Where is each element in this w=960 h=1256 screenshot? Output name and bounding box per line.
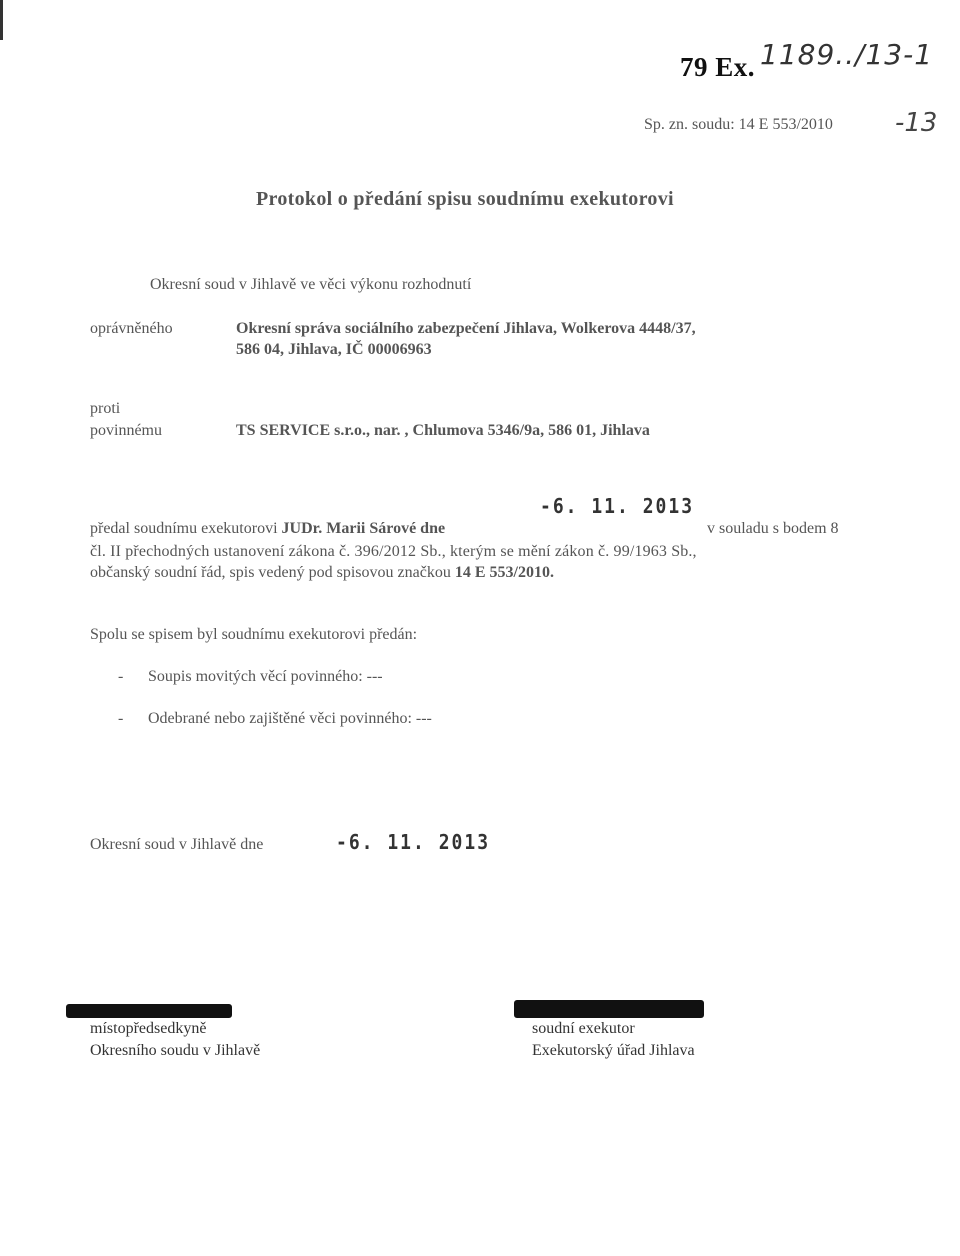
attachment-dash-1: - — [118, 668, 124, 685]
attachment-dash-2: - — [118, 710, 124, 727]
attachment-item-2: Odebrané nebo zajištěné věci povinného: --- — [148, 710, 432, 727]
case-reference: Sp. zn. soudu: 14 E 553/2010 — [644, 116, 833, 133]
handover-line-3-bold: 14 E 553/2010. — [454, 564, 554, 581]
handover-line-2: čl. II přechodných ustanovení zákona č. 396/2012 Sb., kterým se mění zákon č. 99/1963 Sb., — [90, 543, 697, 560]
obliged-label-line-1: proti — [90, 400, 121, 417]
place-date-text: Okresní soud v Jihlavě dne — [90, 836, 264, 853]
obliged-value: TS SERVICE s.r.o., nar. , Chlumova 5346/9a, 586 01, Jihlava — [236, 422, 650, 439]
intro-text: Okresní soud v Jihlavě ve věci výkonu rozhodnutí — [150, 276, 472, 293]
signature-left-role: místopředsedkyně — [90, 1020, 207, 1037]
case-reference-handwritten: -13 — [895, 108, 938, 138]
file-number: 79 Ex. — [680, 52, 756, 82]
obliged-label-line-2: povinnému — [90, 422, 162, 439]
handover-line-1 — [90, 520, 445, 538]
handover-line-1-end: v souladu s bodem 8 — [707, 520, 839, 537]
handover-line-1-bold: JUDr. Marii Sárové dne — [281, 520, 446, 537]
signature-right-office: Exekutorský úřad Jihlava — [532, 1042, 695, 1059]
page-edge-mark — [0, 0, 3, 40]
handover-line-3-start: občanský soudní řád, spis vedený pod spisovou značkou — [90, 564, 455, 581]
handover-line-1-start: předal soudnímu exekutorovi — [90, 520, 282, 537]
place-date-stamp: -6. 11. 2013 — [336, 830, 491, 855]
redacted-signature-left — [66, 1004, 232, 1018]
entitled-label: oprávněného — [90, 320, 173, 337]
attachment-item-1: Soupis movitých věcí povinného: --- — [148, 668, 383, 685]
signature-right-role: soudní exekutor — [532, 1020, 635, 1037]
redacted-signature-right — [514, 1000, 704, 1018]
attachments-heading: Spolu se spisem byl soudnímu exekutorovi předán: — [90, 626, 418, 643]
handover-date-stamp: -6. 11. 2013 — [540, 494, 695, 519]
file-number-handwritten: 1189../13-1 — [760, 38, 934, 71]
entitled-line-1: Okresní správa sociálního zabezpečení Jihlava, Wolkerova 4448/37, — [236, 320, 696, 337]
document-title: Protokol o předání spisu soudnímu exekutorovi — [256, 188, 674, 210]
handover-line-3 — [90, 564, 554, 582]
signature-left-office: Okresního soudu v Jihlavě — [90, 1042, 261, 1059]
entitled-line-2: 586 04, Jihlava, IČ 00006963 — [236, 341, 432, 358]
